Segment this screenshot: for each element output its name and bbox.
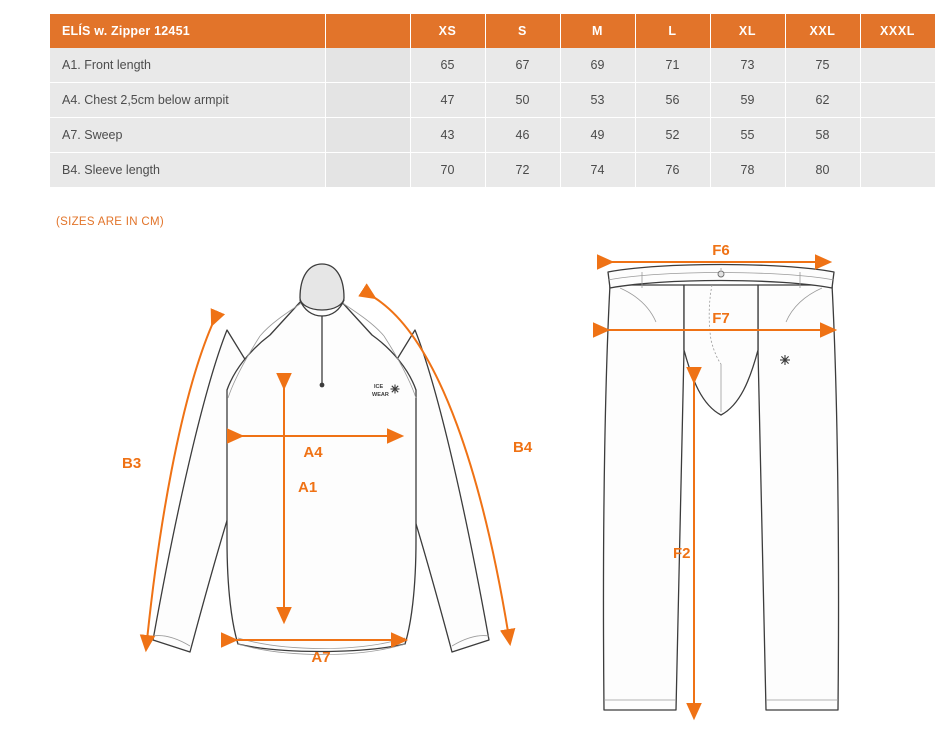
- cell-a7-m: 49: [560, 118, 635, 153]
- row-spacer-a4: [325, 83, 410, 118]
- cell-b4-xl: 78: [710, 153, 785, 188]
- cell-a7-s: 46: [485, 118, 560, 153]
- cell-a7-xl: 55: [710, 118, 785, 153]
- cell-a7-xxl: 58: [785, 118, 860, 153]
- cell-a4-xl: 59: [710, 83, 785, 118]
- cell-b4-xs: 70: [410, 153, 485, 188]
- brand-logo-line1: ICE: [374, 384, 384, 390]
- cell-b4-xxl: 80: [785, 153, 860, 188]
- size-header-xs: XS: [410, 14, 485, 48]
- a1-label: A1: [298, 479, 318, 496]
- b3-label: B3: [122, 455, 142, 472]
- cell-a4-s: 50: [485, 83, 560, 118]
- size-header-l: L: [635, 14, 710, 48]
- cell-a1-s: 67: [485, 48, 560, 83]
- cell-b4-m: 74: [560, 153, 635, 188]
- b4-label: B4: [513, 439, 533, 456]
- cell-a1-m: 69: [560, 48, 635, 83]
- cell-a7-xxxl: [860, 118, 935, 153]
- size-header-s: S: [485, 14, 560, 48]
- brand-mark-trousers: [780, 355, 790, 365]
- row-label-b4: B4. Sleeve length: [50, 153, 325, 188]
- trousers-outline: [603, 265, 838, 711]
- row-spacer-a1: [325, 48, 410, 83]
- cell-a4-xxxl: [860, 83, 935, 118]
- cell-a4-xs: 47: [410, 83, 485, 118]
- size-header-xxl: XXL: [785, 14, 860, 48]
- cell-a7-l: 52: [635, 118, 710, 153]
- product-name-header: ELÍS w. Zipper 12451: [50, 14, 325, 48]
- spacer-header: [325, 14, 410, 48]
- cell-b4-xxxl: [860, 153, 935, 188]
- cell-b4-l: 76: [635, 153, 710, 188]
- bottom-garment-figure: [580, 240, 920, 740]
- f7-label: F7: [712, 310, 730, 327]
- top-garment-figure: [110, 240, 560, 680]
- row-spacer-a7: [325, 118, 410, 153]
- row-label-a1: A1. Front length: [50, 48, 325, 83]
- cell-a4-m: 53: [560, 83, 635, 118]
- row-spacer-b4: [325, 153, 410, 188]
- size-header-m: M: [560, 14, 635, 48]
- brand-logo-line2: WEAR: [372, 392, 389, 398]
- f2-label: F2: [673, 545, 691, 562]
- size-header-xxxl: XXXL: [860, 14, 935, 48]
- cell-b4-s: 72: [485, 153, 560, 188]
- cell-a1-xxxl: [860, 48, 935, 83]
- table-row: [50, 83, 935, 118]
- row-label-a7: A7. Sweep: [50, 118, 325, 153]
- units-note: (SIZES ARE IN CM): [56, 216, 164, 228]
- size-header-xl: XL: [710, 14, 785, 48]
- a7-label: A7: [311, 649, 331, 666]
- f6-label: F6: [712, 242, 730, 259]
- figure-area: [0, 240, 949, 754]
- cell-a1-l: 71: [635, 48, 710, 83]
- table-row: [50, 118, 935, 153]
- size-table: [50, 14, 936, 188]
- measure-f6: [612, 242, 830, 262]
- cell-a4-l: 56: [635, 83, 710, 118]
- table-row: [50, 48, 935, 83]
- cell-a1-xxl: 75: [785, 48, 860, 83]
- row-label-a4: A4. Chest 2,5cm below armpit: [50, 83, 325, 118]
- cell-a1-xl: 73: [710, 48, 785, 83]
- cell-a1-xs: 65: [410, 48, 485, 83]
- table-row: [50, 153, 935, 188]
- cell-a4-xxl: 62: [785, 83, 860, 118]
- a4-label: A4: [303, 444, 323, 461]
- cell-a7-xs: 43: [410, 118, 485, 153]
- table-header-row: [50, 14, 935, 48]
